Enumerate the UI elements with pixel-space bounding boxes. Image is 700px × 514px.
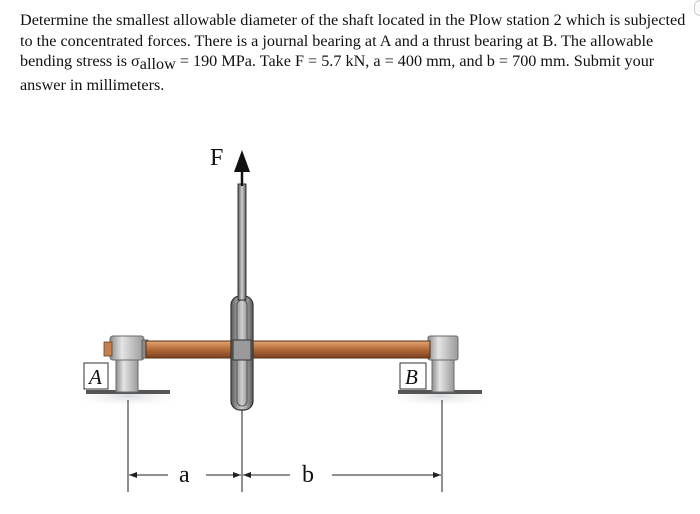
scroll-edge-marker xyxy=(694,0,700,16)
dimension-b xyxy=(243,472,441,478)
bearing-b-label: B xyxy=(405,365,418,389)
dim-a-label: a xyxy=(179,462,190,488)
shaft xyxy=(146,341,430,358)
force-cable xyxy=(238,184,246,300)
thrust-bearing-b xyxy=(428,336,458,392)
dim-b-label: b xyxy=(302,462,314,488)
force-label: F xyxy=(210,145,224,171)
pulley-disk xyxy=(231,296,253,410)
journal-bearing-a xyxy=(104,336,148,392)
bearing-a-label: A xyxy=(89,365,102,389)
force-arrow xyxy=(234,150,250,172)
problem-text-rest: = 190 MPa. Take F = 5.7 kN, a = 400 mm, and b = 700 mm. Submit your answer in millimeters. xyxy=(20,52,655,94)
stress-subscript: allow xyxy=(139,55,176,73)
problem-text-main: Determine the smallest allowable diameter of the shaft located in the Plow station 2 which is subjected to the concentrated forces. There is a journal bearing at A and a thrust bearing at B. The allowable bending stress is σ xyxy=(20,11,686,70)
